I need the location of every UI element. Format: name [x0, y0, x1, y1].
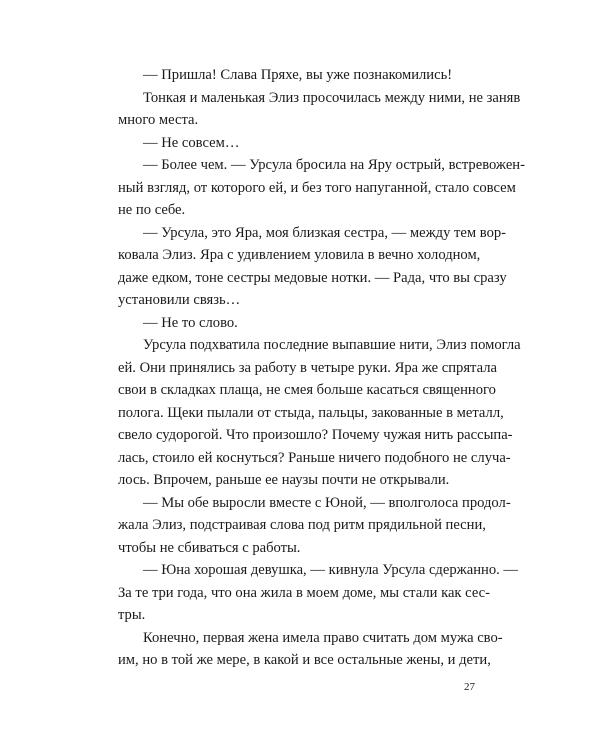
- text-line: — Не совсем…: [143, 134, 240, 151]
- page-number: 27: [464, 681, 475, 693]
- text-line: установили связь…: [118, 292, 241, 308]
- text-line: тры.: [118, 607, 146, 623]
- text-line: свои в складках плаща, не смея больше касаться священного: [118, 382, 496, 398]
- text-line: много места.: [118, 112, 199, 128]
- text-line: — Юна хорошая девушка, — кивнула Урсула сдержанно. —: [143, 562, 519, 578]
- text-line: Конечно, первая жена имела право считать дом мужа сво-: [143, 629, 503, 646]
- text-line: Урсула подхватила последние выпавшие нити, Элиз помогла: [143, 337, 521, 353]
- text-line: — Не то слово.: [143, 314, 238, 331]
- text-line: свело судорогой. Что произошло? Почему чужая нить рассыпа-: [118, 427, 513, 443]
- text-line: даже едком, тоне сестры медовые нотки. — Рада, что вы сразу: [118, 269, 507, 286]
- body-text: [118, 64, 525, 672]
- text-line: — Мы обе выросли вместе с Юной, — вполголоса продол-: [143, 494, 511, 511]
- text-line: — Более чем. — Урсула бросила на Яру острый, встревожен-: [143, 157, 525, 173]
- text-line: — Пришла! Слава Пряхе, вы уже познакомились!: [143, 67, 453, 83]
- text-line: — Урсула, это Яра, моя близкая сестра, — между тем вор-: [143, 224, 507, 241]
- text-line: им, но в той же мере, в какой и все остальные жены, и дети,: [118, 652, 491, 668]
- text-line: ный взгляд, от которого ей, и без того напуганной, стало совсем: [118, 179, 516, 196]
- text-line: Тонкая и маленькая Элиз просочилась между ними, не заняв: [143, 89, 521, 106]
- text-line: ей. Они принялись за работу в четыре руки. Яра же спрятала: [118, 359, 497, 376]
- text-line: не по себе.: [118, 202, 186, 218]
- text-line: За те три года, что она жила в моем доме, мы стали как сес-: [118, 584, 491, 601]
- text-line: лось. Впрочем, раньше ее наузы почти не открывали.: [118, 472, 450, 488]
- text-line: жала Элиз, подстраивая слова под ритм прядильной песни,: [118, 517, 486, 533]
- text-line: лась, стоило ей коснуться? Раньше ничего подобного не случа-: [118, 449, 511, 466]
- text-line: чтобы не сбиваться с работы.: [118, 539, 301, 556]
- text-line: ковала Элиз. Яра с удивлением уловила в вечно холодном,: [118, 247, 481, 263]
- text-line: полога. Щеки пылали от стыда, пальцы, закованные в металл,: [118, 404, 504, 421]
